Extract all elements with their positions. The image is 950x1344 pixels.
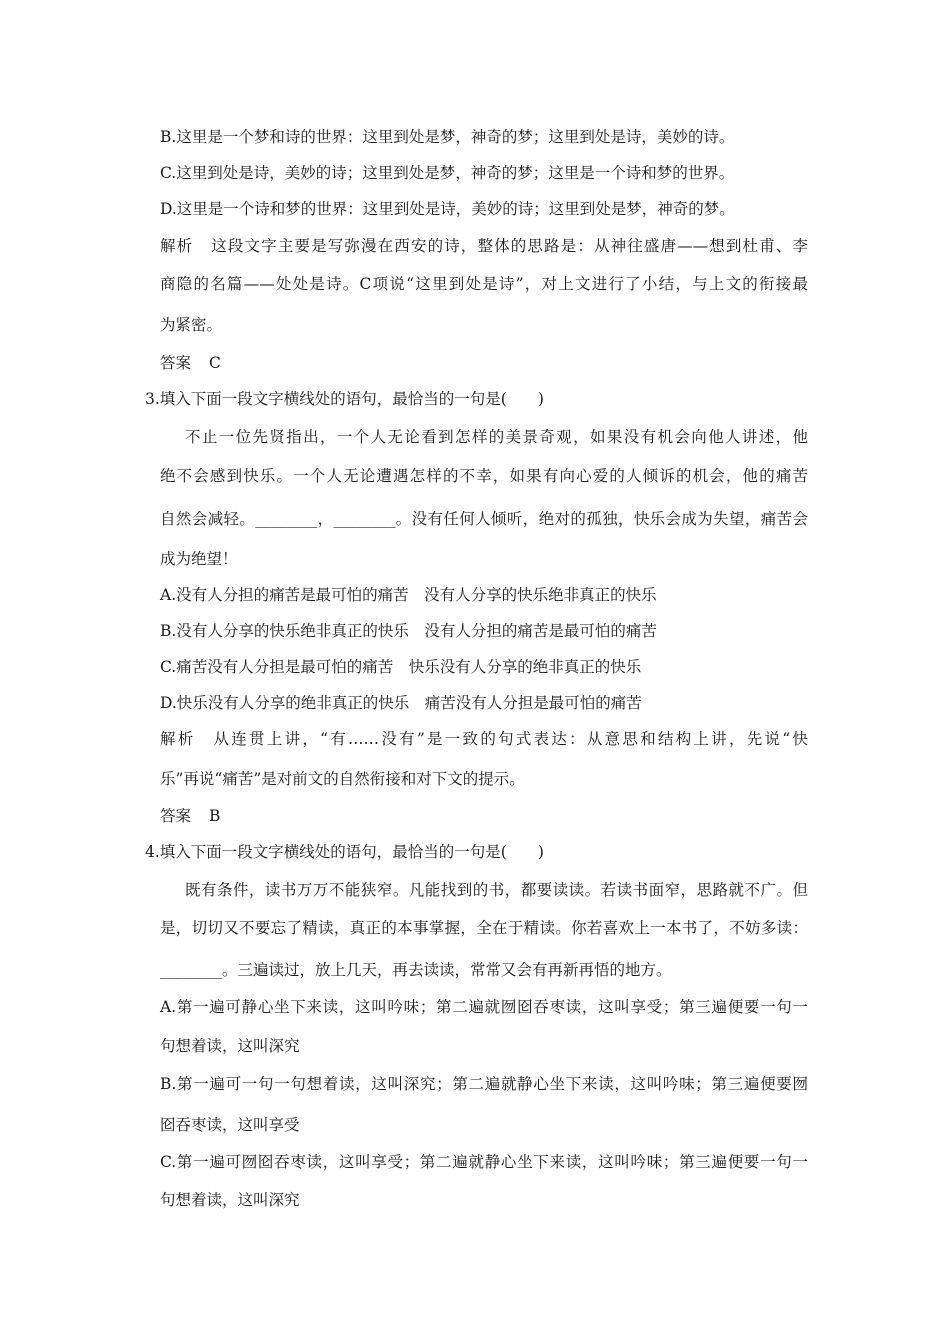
- q2-option-c: C.这里到处是诗，美妙的诗；这里到处是梦，神奇的梦；这里是一个诗和梦的世界。: [160, 164, 735, 182]
- q3-option-b: B.没有人分享的快乐绝非真正的快乐 没有人分担的痛苦是最可怕的痛苦: [160, 622, 657, 640]
- q2-analysis-line: [160, 236, 808, 256]
- q3-stem: 3.填入下面一段文字横线处的语句，最恰当的一句是( ): [145, 390, 544, 408]
- q2-analysis-line: 商隐的名篇——处处是诗。C项说“这里到处是诗”，对上文进行了小结，与上文的衔接最: [160, 275, 808, 293]
- q3-passage-line: 绝不会感到快乐。一个人无论遭遇怎样的不幸，如果有向心爱的人倾诉的机会，他的痛苦: [160, 467, 808, 485]
- q4-passage-line: 是，切切又不要忘了精读，真正的本事掌握，全在于精读。你若喜欢上一本书了，不妨多读：: [160, 919, 808, 937]
- q4-option-a: 句想着读，这叫深究: [160, 1037, 300, 1055]
- q4-option-c: 句想着读，这叫深究: [160, 1191, 300, 1209]
- q3-answer: [160, 806, 220, 826]
- q4-passage-line: 既有条件，读书万万不能狭窄。凡能找到的书，都要读读。若读书面窄，思路就不广。但: [185, 881, 808, 899]
- q2-analysis-line: 为紧密。: [160, 316, 223, 334]
- q4-passage-line: ________。三遍读过，放上几天，再去读读，常常又会有再新再悟的地方。: [160, 961, 672, 979]
- q4-option-a: A.第一遍可静心坐下来读，这叫吟味；第二遍就囫囵吞枣读，这叫享受；第三遍便要一句一: [160, 998, 808, 1016]
- q2-answer-value: C: [209, 354, 221, 372]
- q2-option-b: B.这里是一个梦和诗的世界：这里到处是梦，神奇的梦；这里到处是诗，美妙的诗。: [160, 128, 735, 146]
- q3-analysis-label: 解析: [160, 730, 196, 748]
- q4-option-b: 囵吞枣读，这叫享受: [160, 1116, 300, 1134]
- q2-answer-label: 答案: [160, 354, 192, 372]
- q4-option-c: C.第一遍可囫囵吞枣读，这叫享受；第二遍就静心坐下来读，这叫吟味；第三遍便要一句一: [160, 1153, 808, 1171]
- q3-passage-line: 自然会减轻。________，________。没有任何人倾听，绝对的孤独，快乐会成为失望，痛苦会: [160, 510, 808, 528]
- q2-option-d: D.这里是一个诗和梦的世界：这里到处是诗，美妙的诗；这里到处是梦，神奇的梦。: [160, 200, 735, 218]
- q3-option-a: A.没有人分担的痛苦是最可怕的痛苦 没有人分享的快乐绝非真正的快乐: [160, 586, 657, 604]
- q3-passage-line: 不止一位先贤指出，一个人无论看到怎样的美景奇观，如果没有机会向他人讲述，他: [185, 428, 808, 446]
- q3-passage-line: 成为绝望！: [160, 550, 238, 568]
- q3-analysis-line: 乐”再说“痛苦”是对前文的自然衔接和对下文的提示。: [160, 770, 525, 788]
- q4-option-b: B.第一遍可一句一句想着读，这叫深究；第二遍就静心坐下来读，这叫吟味；第三遍便要囫: [160, 1075, 808, 1093]
- q3-answer-label: 答案: [160, 807, 192, 825]
- q3-option-c: C.痛苦没有人分担是最可怕的痛苦 快乐没有人分享的绝非真正的快乐: [160, 658, 642, 676]
- q2-analysis-label: 解析: [160, 237, 194, 255]
- q3-option-d: D.快乐没有人分享的绝非真正的快乐 痛苦没有人分担是最可怕的痛苦: [160, 694, 642, 712]
- q4-stem: 4.填入下面一段文字横线处的语句，最恰当的一句是( ): [145, 843, 544, 861]
- q2-analysis-text: 这段文字主要是写弥漫在西安的诗，整体的思路是：从神往盛唐——想到杜甫、李: [211, 237, 808, 255]
- q2-answer: [160, 353, 221, 373]
- q3-answer-value: B: [209, 807, 221, 825]
- q3-analysis-text: 从连贯上讲，“有……没有”是一致的句式表达：从意思和结构上讲，先说“快: [213, 730, 808, 748]
- q3-analysis-line: [160, 729, 808, 749]
